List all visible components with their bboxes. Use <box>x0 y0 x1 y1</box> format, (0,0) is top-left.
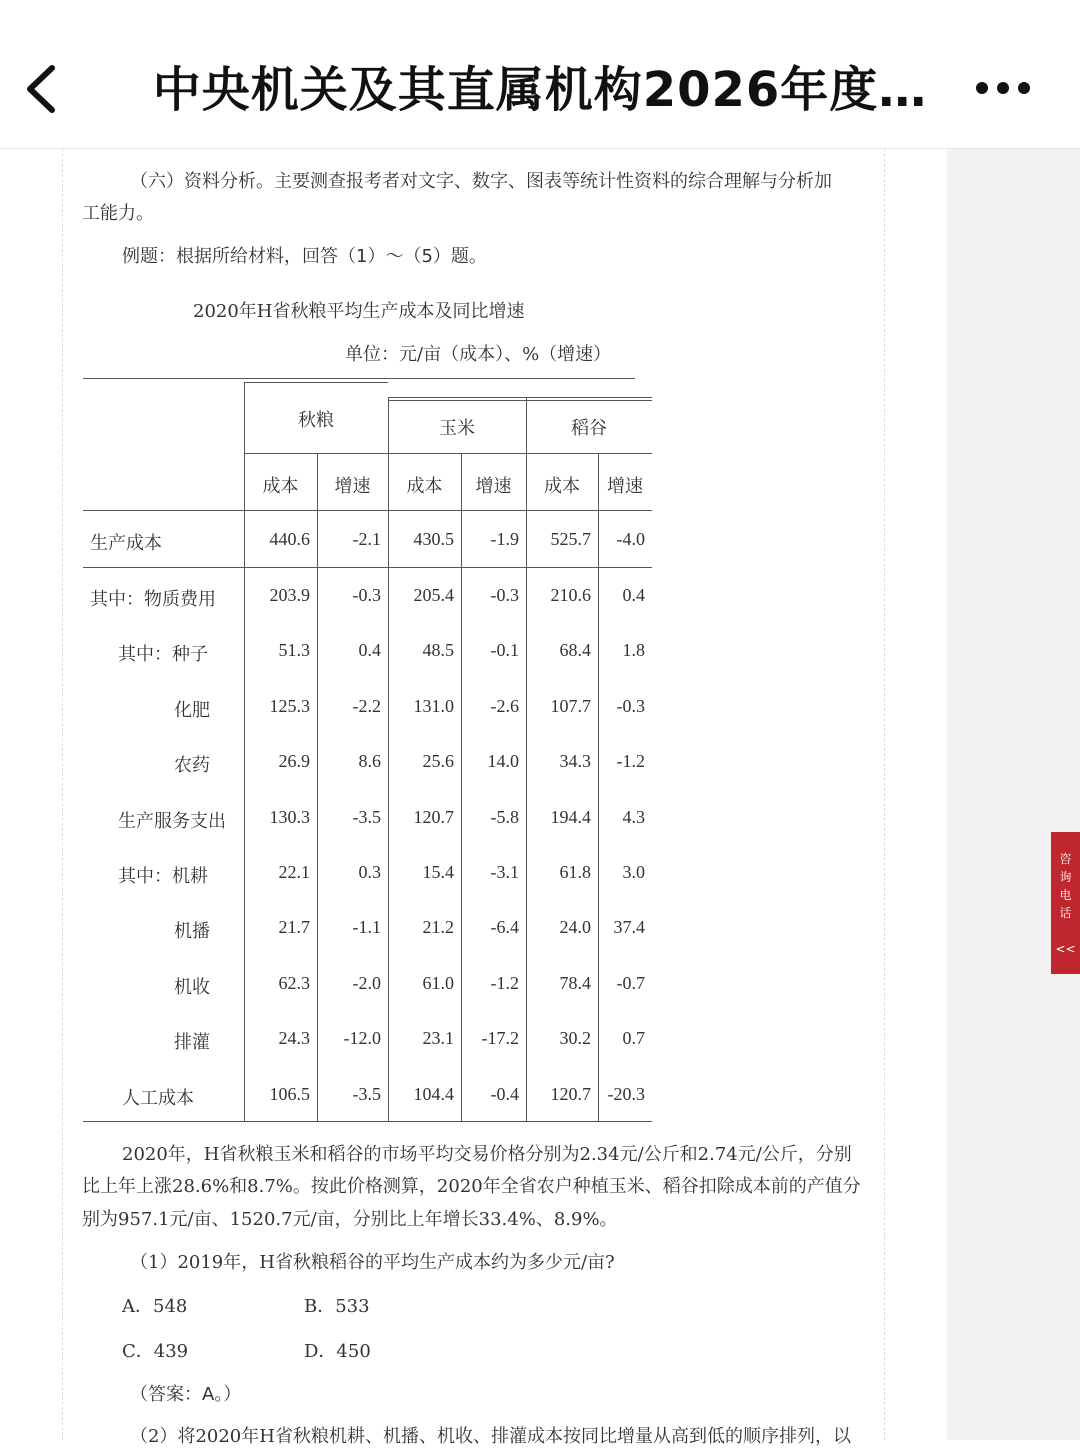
table-cell: 22.1 <box>278 862 310 882</box>
header-subrule <box>244 453 652 454</box>
table-cell: 30.2 <box>559 1028 591 1048</box>
page-edge-left <box>62 149 63 1440</box>
page-title: 中央机关及其直属机构2026年度… <box>152 62 928 118</box>
table-cell: -0.7 <box>616 973 645 993</box>
row-rule <box>83 567 652 568</box>
option-b: B．533 <box>304 1296 370 1317</box>
table-cell: 430.5 <box>413 529 454 549</box>
table-cell: 26.9 <box>278 751 310 771</box>
sub-header: 成本 <box>262 476 299 497</box>
para-line-1: 2020年，H省秋粮玉米和稻谷的市场平均交易价格分别为2.34元/公斤和2.74元/公斤，分别 <box>122 1144 852 1165</box>
intro-line-2: 工能力。 <box>82 203 154 224</box>
collapse-arrow-icon: << <box>1055 942 1076 956</box>
header-group-rule <box>388 397 652 398</box>
table-cell: -5.8 <box>490 807 519 827</box>
table-cell: 205.4 <box>413 585 454 605</box>
table-cell: -3.1 <box>490 862 519 882</box>
table-cell: 210.6 <box>550 585 591 605</box>
sub-header: 增速 <box>334 476 371 497</box>
table-cell: 51.3 <box>278 640 310 660</box>
option-d: D．450 <box>304 1341 371 1362</box>
table-cell: 61.8 <box>559 862 591 882</box>
table-cell: 24.3 <box>278 1028 310 1048</box>
row-label: 农药 <box>174 755 210 776</box>
row-label: 化肥 <box>174 700 210 721</box>
table-cell: 107.7 <box>550 696 591 716</box>
row-label: 机收 <box>174 977 210 998</box>
table-cell: -0.3 <box>352 585 381 605</box>
table-cell: -4.0 <box>616 529 645 549</box>
table-cell: 125.3 <box>269 696 310 716</box>
table-cell: 4.3 <box>622 807 645 827</box>
page-edge-right <box>884 149 885 1440</box>
table-cell: -0.1 <box>490 640 519 660</box>
table-cell: 104.4 <box>413 1084 454 1104</box>
intro-line-1: （六）资料分析。主要测查报考者对文字、数字、图表等统计性资料的综合理解与分析加 <box>130 171 832 192</box>
option-c: C．439 <box>122 1341 189 1362</box>
table-cell: 0.7 <box>622 1028 645 1048</box>
table-cell: 0.3 <box>358 862 381 882</box>
table-cell: 106.5 <box>269 1084 310 1104</box>
table-cell: 8.6 <box>358 751 381 771</box>
sub-header: 成本 <box>544 476 580 497</box>
table-title: 2020年H省秋粮平均生产成本及同比增速 <box>193 301 525 322</box>
table-cell: 48.5 <box>422 640 454 660</box>
table-cell: 0.4 <box>622 585 645 605</box>
table-cell: -1.2 <box>490 973 519 993</box>
header-bottom-rule <box>83 510 652 511</box>
answer-text: （答案：A。） <box>130 1384 242 1405</box>
table-bottom-rule <box>83 1121 652 1122</box>
table-cell: 131.0 <box>413 696 454 716</box>
group-header: 稻谷 <box>571 418 607 439</box>
question-2: （2）将2020年H省秋粮机耕、机播、机收、排灌成本按同比增量从高到低的顺序排列，以 <box>130 1426 851 1447</box>
table-cell: 130.3 <box>269 807 310 827</box>
table-cell: -0.3 <box>490 585 519 605</box>
table-cell: 3.0 <box>622 862 645 882</box>
top-nav-bar <box>0 0 1080 149</box>
row-label: 人工成本 <box>122 1088 194 1109</box>
row-label: 其中：种子 <box>118 644 208 665</box>
row-label: 生产成本 <box>90 533 162 554</box>
table-cell: -3.5 <box>352 1084 381 1104</box>
right-gutter <box>947 149 1080 1440</box>
table-vline <box>598 453 599 1122</box>
table-cell: 61.0 <box>422 973 454 993</box>
table-cell: 203.9 <box>269 585 310 605</box>
table-cell: 1.8 <box>622 640 645 660</box>
row-label: 机播 <box>174 921 210 942</box>
para-line-3: 别为957.1元/亩、1520.7元/亩，分别比上年增长33.4%、8.9%。 <box>82 1209 618 1230</box>
table-cell: 24.0 <box>559 917 591 937</box>
table-cell: 37.4 <box>613 917 645 937</box>
table-cell: 194.4 <box>550 807 591 827</box>
table-cell: -6.4 <box>490 917 519 937</box>
table-cell: -17.2 <box>481 1028 519 1048</box>
table-vline <box>317 453 318 1122</box>
back-arrow-icon[interactable] <box>18 58 74 118</box>
para-line-2: 比上年上涨28.6%和8.7%。按此价格测算，2020年全省农户种植玉米、稻谷扣除成本前的产值分 <box>82 1176 861 1197</box>
table-vline <box>461 453 462 1122</box>
table-cell: 25.6 <box>422 751 454 771</box>
table-cell: -2.6 <box>490 696 519 716</box>
table-cell: -0.4 <box>490 1084 519 1104</box>
table-cell: 120.7 <box>550 1084 591 1104</box>
group-header: 玉米 <box>439 418 475 439</box>
table-top-rule <box>83 378 635 379</box>
table-cell: -2.1 <box>352 529 381 549</box>
table-cell: 440.6 <box>269 529 310 549</box>
table-unit: 单位：元/亩（成本）、%（增速） <box>345 344 612 365</box>
sub-header: 增速 <box>475 476 512 497</box>
table-cell: -1.2 <box>616 751 645 771</box>
table-cell: -2.2 <box>352 696 381 716</box>
table-cell: 68.4 <box>559 640 591 660</box>
table-cell: 62.3 <box>278 973 310 993</box>
table-cell: -3.5 <box>352 807 381 827</box>
table-cell: 15.4 <box>422 862 454 882</box>
table-cell: -1.9 <box>490 529 519 549</box>
row-label: 生产服务支出 <box>118 811 226 832</box>
example-prompt: 例题：根据所给材料，回答（1）～（5）题。 <box>122 246 487 267</box>
row-label: 排灌 <box>174 1032 210 1053</box>
table-cell: 34.3 <box>559 751 591 771</box>
consult-phone-label: 咨 询 电 话 <box>1059 852 1072 920</box>
sub-header: 增速 <box>607 476 643 497</box>
more-icon[interactable] <box>968 70 1038 110</box>
table-cell: -0.3 <box>616 696 645 716</box>
header-group-rule <box>388 400 652 401</box>
option-a: A．548 <box>122 1296 188 1317</box>
sub-header: 成本 <box>406 476 443 497</box>
table-cell: 78.4 <box>559 973 591 993</box>
table-cell: -12.0 <box>343 1028 381 1048</box>
table-cell: 525.7 <box>550 529 591 549</box>
table-cell: 0.4 <box>358 640 381 660</box>
consult-phone-tab[interactable] <box>1051 832 1080 974</box>
row-label: 其中：机耕 <box>118 866 208 887</box>
table-cell: -2.0 <box>352 973 381 993</box>
table-cell: -1.1 <box>352 917 381 937</box>
question-1: （1）2019年，H省秋粮稻谷的平均生产成本约为多少元/亩? <box>130 1252 615 1273</box>
group-header: 秋粮 <box>298 410 334 431</box>
table-cell: 120.7 <box>413 807 454 827</box>
table-cell: -20.3 <box>607 1084 645 1104</box>
table-cell: 21.7 <box>278 917 310 937</box>
table-cell: 14.0 <box>487 751 519 771</box>
header-group-rule <box>244 382 388 383</box>
row-label: 其中：物质费用 <box>90 589 216 610</box>
table-cell: 23.1 <box>422 1028 454 1048</box>
table-cell: 21.2 <box>422 917 454 937</box>
